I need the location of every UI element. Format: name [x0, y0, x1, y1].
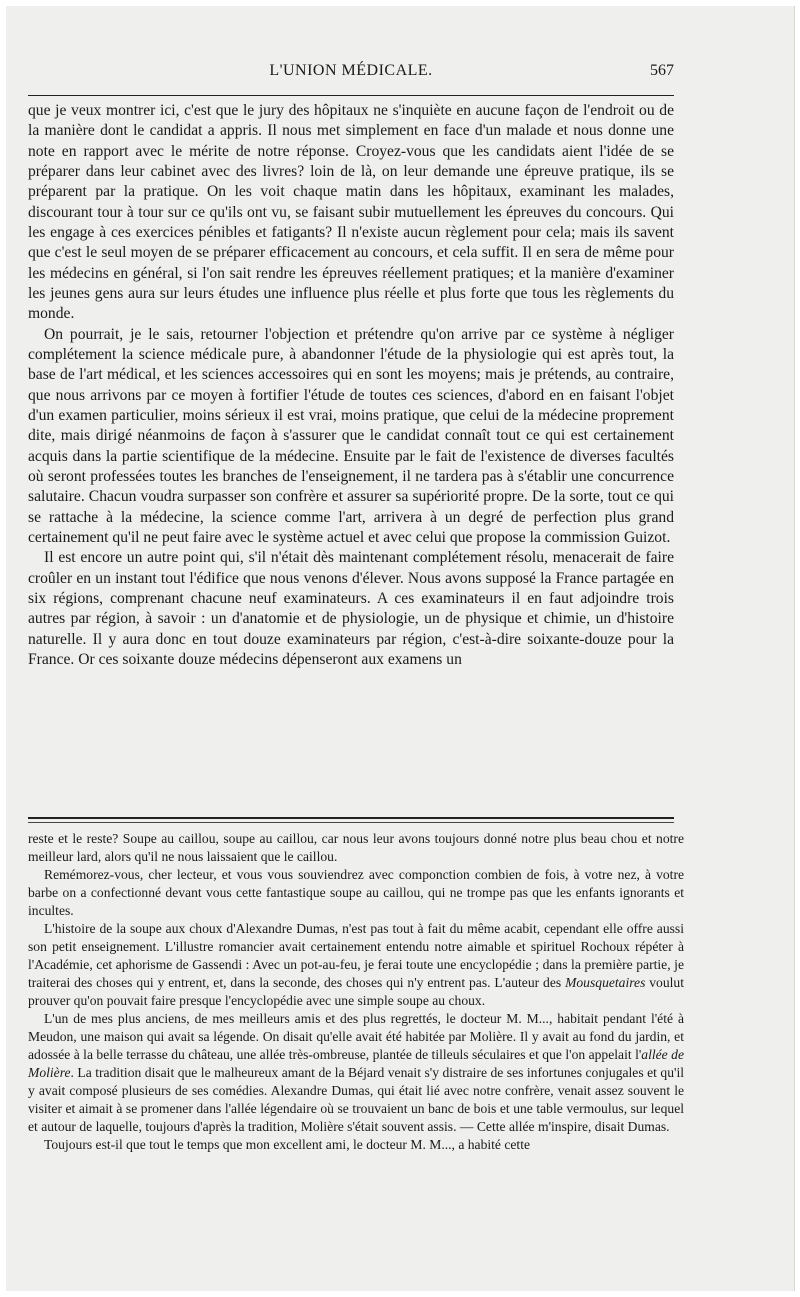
- main-article: [28, 101, 674, 670]
- running-title: L'UNION MÉDICALE.: [269, 62, 433, 79]
- feuilleton-separator-thick: [28, 817, 674, 819]
- feuilleton: [28, 830, 684, 1154]
- paragraph: Il est encore un autre point qui, s'il n'était dès maintenant complétement résolu, menacerait de faire croûler en un instant tout l'édifice que nous venons d'élever. Nous avons supposé la France partagée en six régions, comprenant chacune neuf examinateurs. A ces examinateurs il en faut adjoindre trois autres par région, à savoir : un d'anatomie et de physiologie, un de physique et chimie, un d'histoire naturelle. Il y aura donc en tout douze examinateurs par région, c'est-à-dire soixante-douze pour la France. Or ces soixante douze médecins dépenseront aux examens un: [28, 549, 674, 668]
- text-run: . La tradition disait que le malheureux amant de la Béjard venait s'y distraire de ses infortunes conjugales et qu'il y avait composé plusieurs de ses comédies. Alexandre Dumas, qui était lié avec notre confrère, venait assez souvent le visiter et aimait à se promener dans l'allée légendaire où se trouvaient un banc de bois et une table vermoulus, sur lequel et autour de laquelle, toujours d'après la tradition, Molière s'était souvent assis. — Cette allée m'inspire, disait Dumas.: [28, 1065, 684, 1134]
- italic-title: Mousquetaires: [565, 975, 646, 990]
- paragraph: que je veux montrer ici, c'est que le jury des hôpitaux ne s'inquiète en aucune façon de l'endroit ou de la manière dont le candidat a appris. Il nous met simplement en face d'un malade et nous donne une note en rapport avec le mérite de notre réponse. Croyez-vous que les candidats aient l'idée de se préparer dans leur cabinet avec des livres? loin de là, on leur demande une épreuve pratique, ils se préparent par la pratique. On les voit chaque matin dans les hôpitaux, examinant les malades, discourant tour à tour sur ce qu'ils ont vu, se faisant subir mutuellement les épreuves du concours. Qui les engage à ces exercices pénibles et fatigants? Il n'existe aucun règlement pour cela; mais ils savent que c'est le seul moyen de se préparer efficacement au concours, et cela suffit. Il en sera de même pour les médecins en général, si l'on sait rendre les épreuves réellement pratiques; et la manière d'examiner les jeunes gens aura sur leurs études une influence plus réelle et plus forte que tous les règlements du monde.: [28, 102, 674, 323]
- feuilleton-paragraph: Toujours est-il que tout le temps que mon excellent ami, le docteur M. M..., a habité cette: [44, 1137, 531, 1152]
- page-header: [28, 62, 674, 86]
- italic-name: allée de Molière: [28, 1047, 684, 1080]
- text-run: L'histoire de la soupe aux choux d'Alexandre Dumas, n'est pas tout à fait du même acabit, cependant elle offre aussi son petit enseignement. L'illustre romancier avait certainement entendu notre aimable et spirituel Rochoux répéter à l'Académie, cet aphorisme de Gassendi : Avec un pot-au-feu, je ferai toute une encyclopédie ; dans la première partie, je traiterai des choses qui y entrent, et, dans la seconde, des choses qui n'y entrent pas. L'auteur des: [28, 921, 684, 990]
- feuilleton-paragraph: [28, 920, 684, 1010]
- text-run: L'un de mes plus anciens, de mes meilleurs amis et des plus regrettés, le docteur M. M..., habitait pendant l'été à Meudon, une maison qui avait sa légende. On disait qu'elle avait été habitée par Molière. Il y avait au fond du jardin, et adossée à la belle terrasse du château, une allée très-ombreuse, plantée de tilleuls séculaires et que l'on appelait l': [28, 1011, 684, 1062]
- text-run: voulut prouver qu'on pouvait faire presque l'encyclopédie avec une simple soupe au choux.: [28, 975, 684, 1008]
- feuilleton-paragraph: [28, 1010, 684, 1136]
- paragraph: On pourrait, je le sais, retourner l'objection et prétendre qu'on arrive par ce système à négliger complétement la science médicale pure, à abandonner l'étude de la physiologie qui est après tout, la base de l'art médical, et les sciences accessoires qui en sont les moyens; mais je prétends, au contraire, que nous arrivons par ce moyen à fortifier l'étude de toutes ces sciences, d'abord en en faisant l'objet d'un examen particulier, moins sérieux il est vrai, moins pratique, que celui de la médecine proprement dite, mais dirigé néanmoins de façon à s'assurer que le candidat connaît tout ce qui est certainement acquis dans la partie scientifique de la médecine. Ensuite par le fait de l'existence de diverses facultés où seront professées toutes les branches de l'enseignement, il ne tardera pas à s'établir une concurrence salutaire. Chacun voudra surpasser son confrère et assurer sa supériorité propre. De la sorte, tout ce qui se rattache à la médecine, la science comme l'art, arrivera à un degré de perfection plus grand certainement qu'il ne peut faire avec le système actuel et avec celui que propose la commission Guizot.: [28, 325, 674, 546]
- feuilleton-paragraph: reste et le reste? Soupe au caillou, soupe au caillou, car nous leur avons toujours donné notre plus beau chou et notre meilleur lard, alors qu'il ne nous laissaient que le caillou.: [28, 831, 684, 864]
- feuilleton-separator-thin: [28, 822, 674, 823]
- feuilleton-paragraph: Remémorez-vous, cher lecteur, et vous vous souviendrez avec componction combien de fois, à votre nez, à votre barbe on a confectionné devant vous cette fantastique soupe au caillou, qui ne trompe pas que les enfants ignorants et incultes.: [28, 867, 684, 918]
- page-number: 567: [650, 62, 674, 79]
- header-rule: [28, 95, 674, 96]
